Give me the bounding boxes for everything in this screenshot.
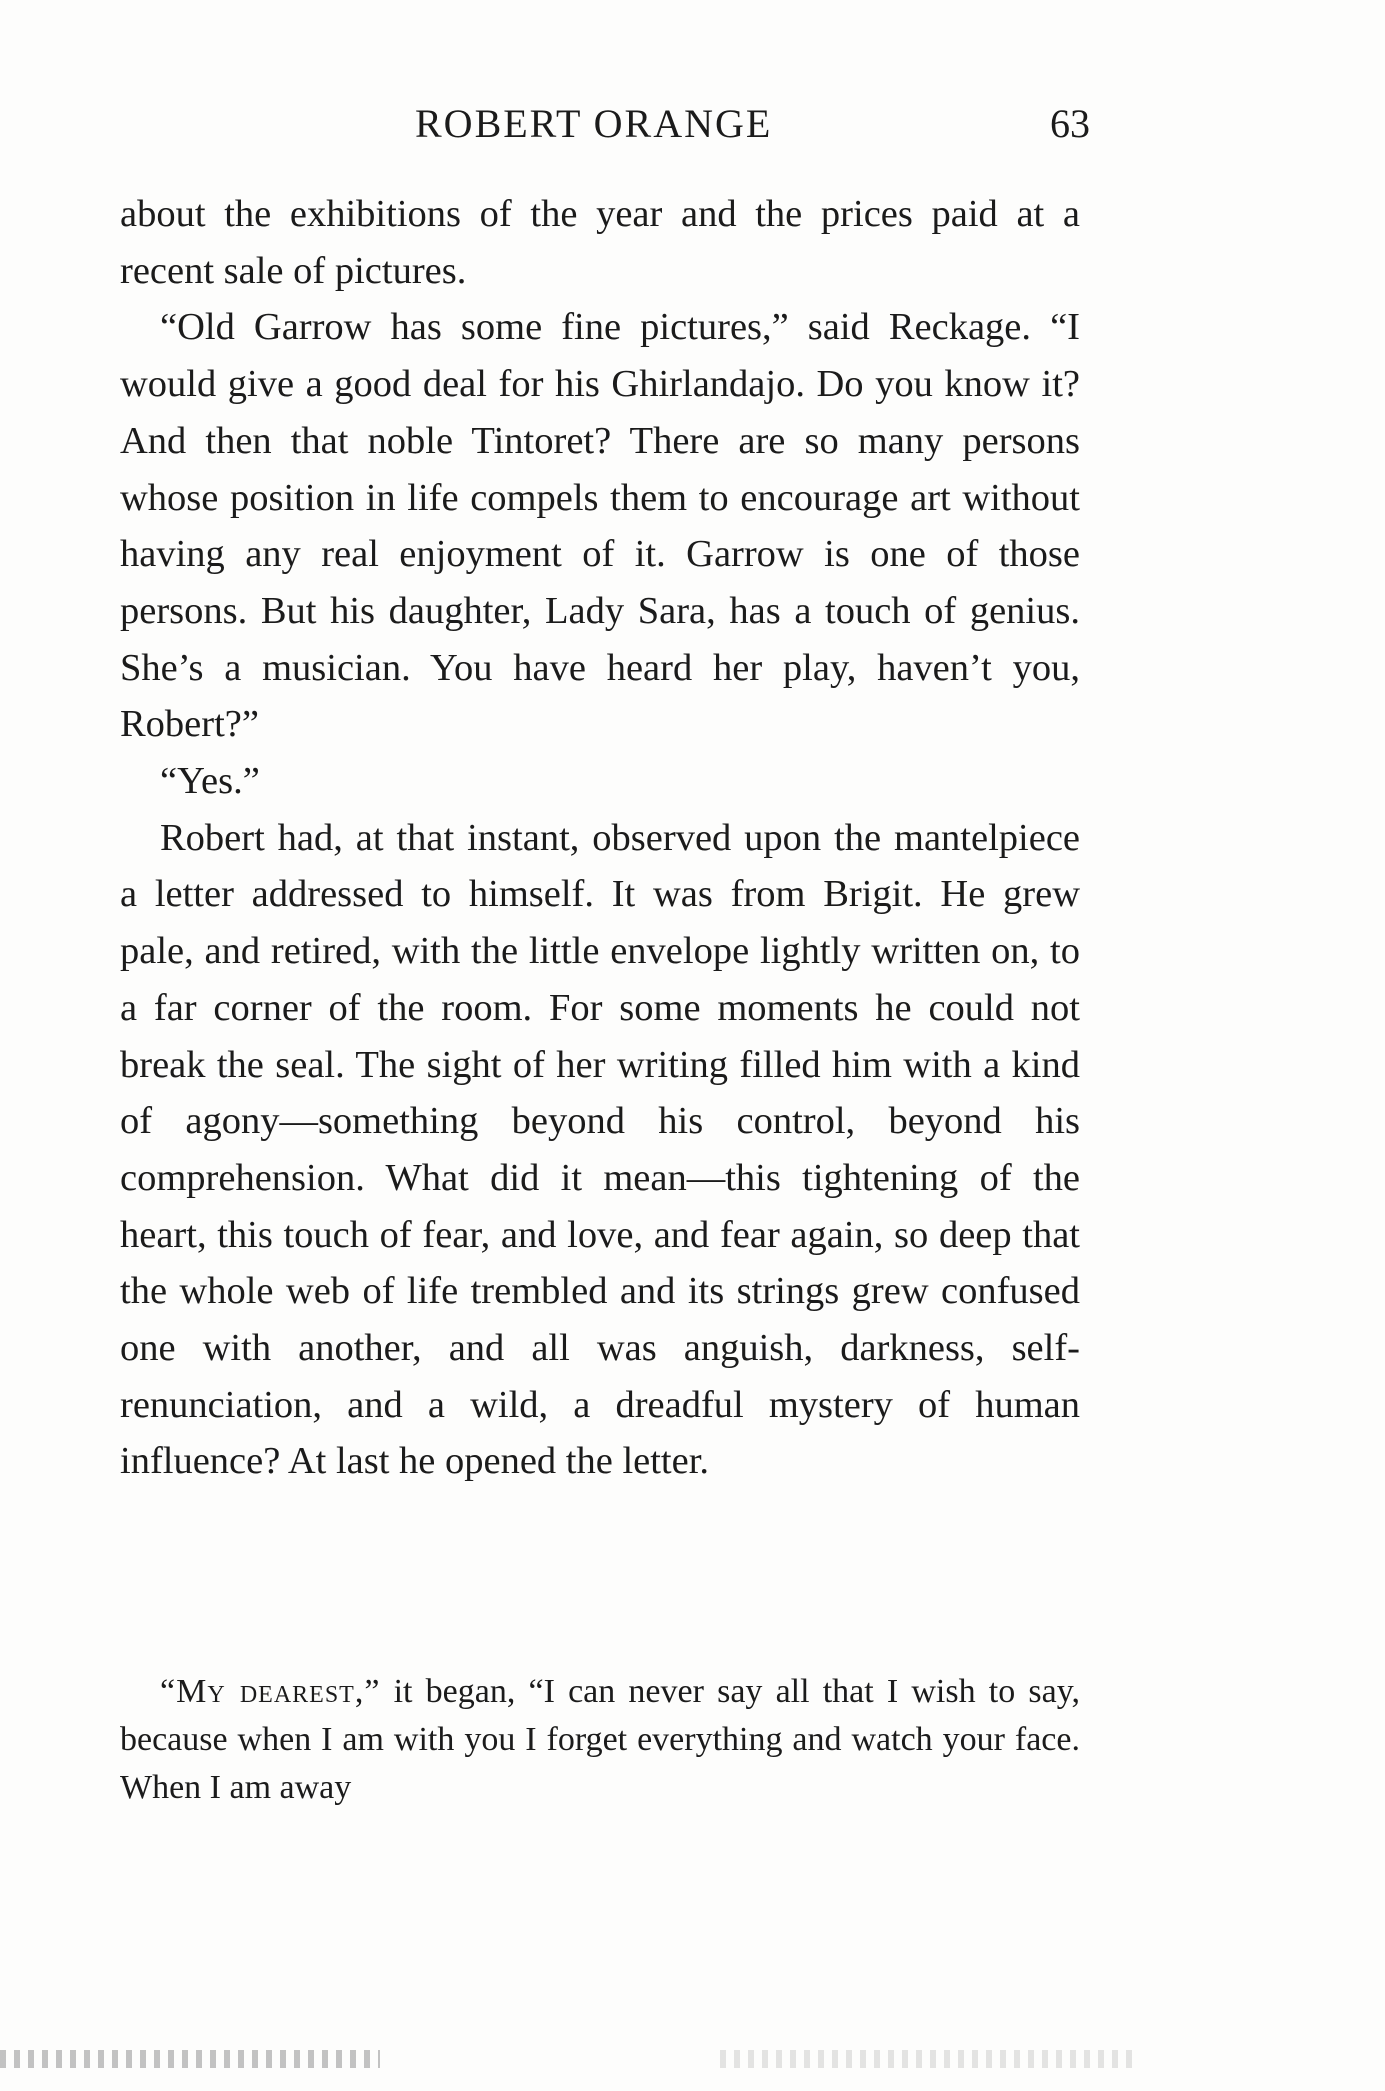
body-text bbox=[120, 186, 1080, 1490]
letter-excerpt bbox=[120, 1668, 1080, 1812]
scan-noise-left bbox=[0, 2050, 380, 2068]
running-title: ROBERT ORANGE bbox=[415, 101, 773, 146]
letter-salutation: “My dearest,” bbox=[160, 1673, 381, 1710]
page-number: 63 bbox=[1050, 101, 1090, 146]
paragraph-yes-reply: “Yes.” bbox=[160, 760, 260, 803]
letter-paragraph bbox=[120, 1668, 1080, 1812]
letter-body: it began, “I can never say all that I wish to say, because when I am with you I forget everything and watch your face. When I am away bbox=[120, 1673, 1081, 1806]
running-head bbox=[120, 100, 1090, 150]
paragraph-continuation: about the exhibitions of the year and the prices paid at a recent sale of pictures. bbox=[120, 193, 1080, 292]
paragraph-robert-letter: Robert had, at that instant, observed upon the mantelpiece a letter addressed to himself. It was from Brigit. He grew pale, and retired, with the little envelope lightly written on, to a far corner of the room. For some moments he could not break the seal. The sight of her writing filled him with a kind of agony—something beyond his control, beyond his comprehension. What did it mean—this tightening of the heart, this touch of fear, and love, and fear again, so deep that the whole web of life trembled and its strings grew confused one with another, and all was anguish, darkness, self-renunciation, and a wild, a dreadful mystery of human influence? At last he opened the letter. bbox=[120, 816, 1080, 1483]
paragraph-reckage-dialogue: “Old Garrow has some fine pictures,” said Reckage. “I would give a good deal for his Ghirlandajo. Do you know it? And then that noble Tintoret? There are so many persons whose position in life compels them to encourage art without having any real enjoyment of it. Garrow is one of those persons. But his daughter, Lady Sara, has a touch of genius. She’s a musician. You have heard her play, haven’t you, Robert?” bbox=[120, 306, 1080, 746]
scan-noise-right bbox=[720, 2050, 1140, 2068]
